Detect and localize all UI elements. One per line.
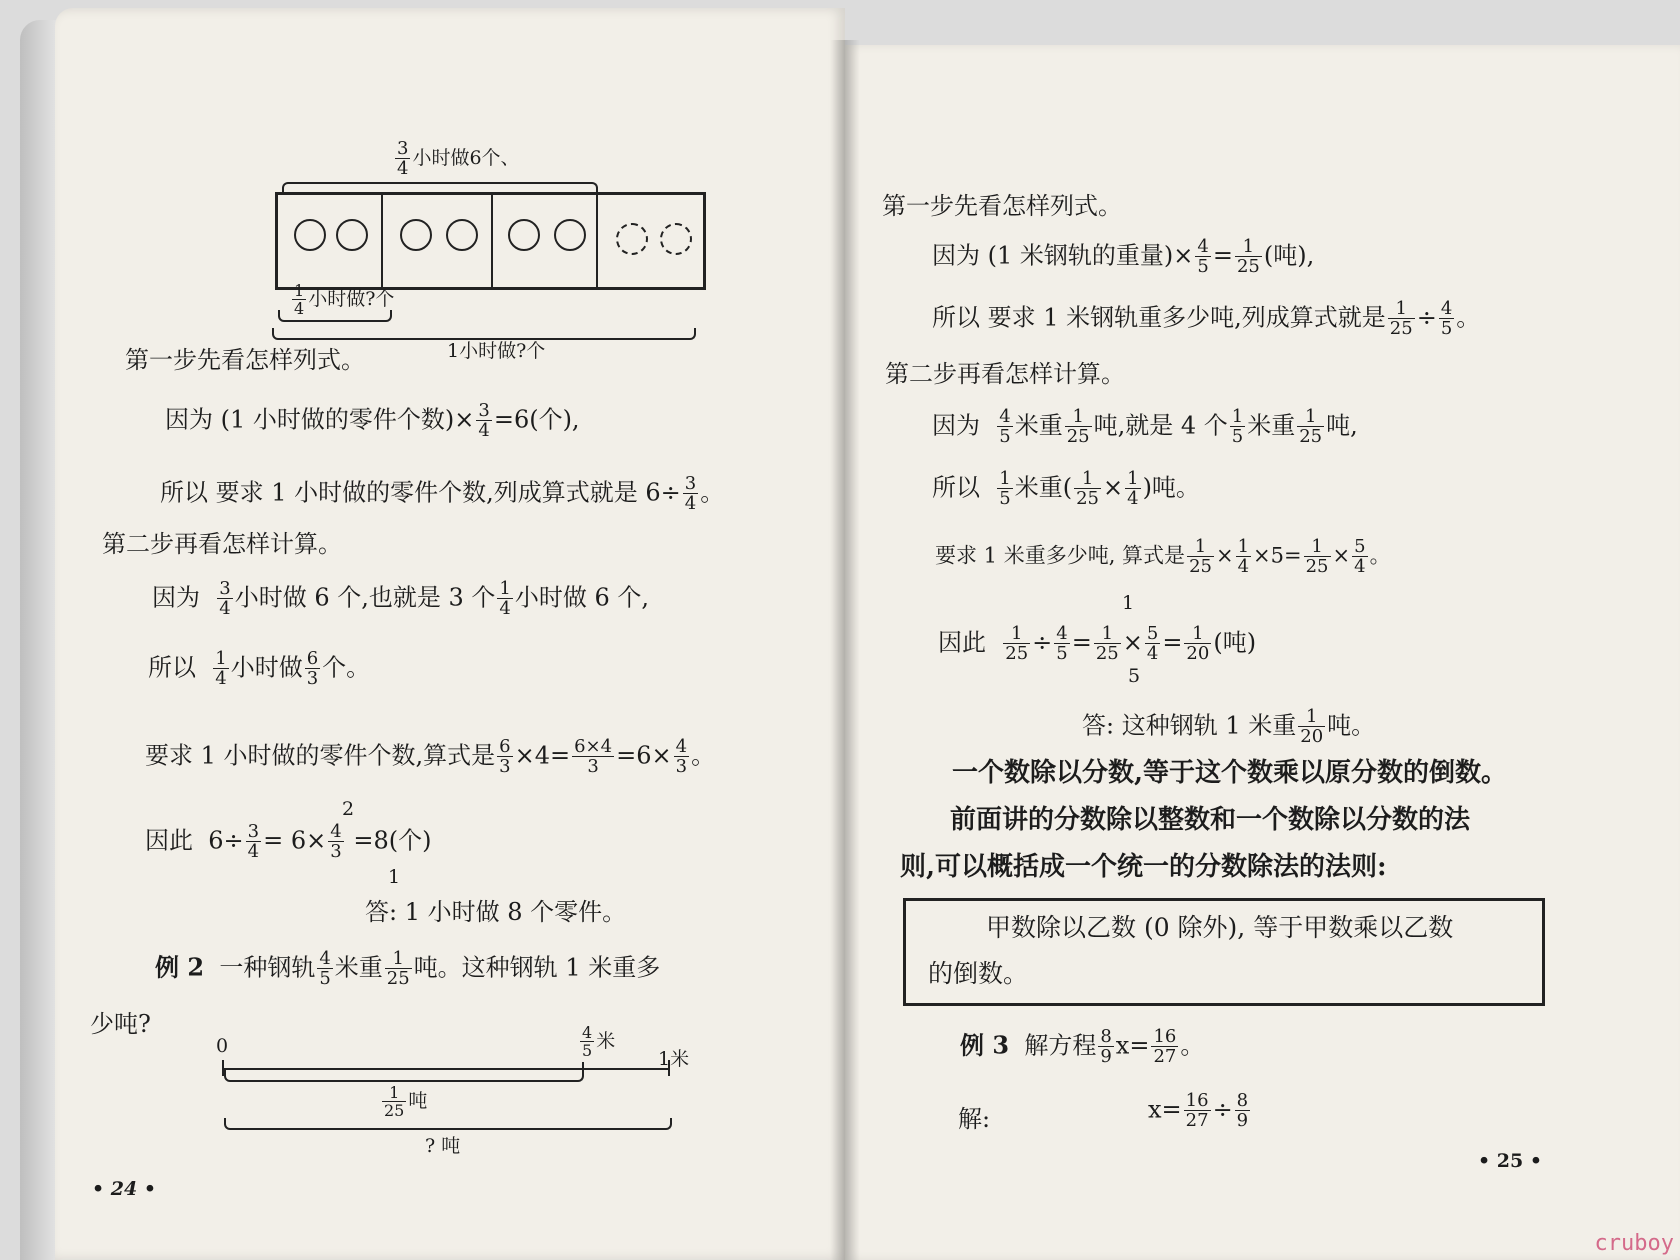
diagram2-total-label: ? 吨 (425, 1135, 461, 1157)
diagram1-bottom-label: 1小时做?个 (447, 340, 546, 362)
left-because2: 因为 $\frac{3}{4}$ 小时做 6 个,也就是 3 个 $\frac{1}{4}$ 小时做 6 个, (152, 578, 650, 619)
diagram1-bottom-brace (272, 328, 696, 340)
rule-box-line-1: 甲数除以乙数 (0 除外), 等于甲数乘以乙数 (986, 913, 1454, 942)
diagram1-divider (491, 195, 493, 287)
right-therefore-bottom: 5 (1128, 665, 1141, 687)
diagram1-small-brace (278, 310, 392, 322)
right-answer: 答: 这种钢轨 1 米重 $\frac{1}{20}$ 吨。 (1082, 706, 1376, 747)
rule-line-2: 前面讲的分数除以整数和一个数除以分数的法 (950, 805, 1471, 835)
part-circle (400, 219, 432, 251)
book-page-edges (20, 20, 60, 1260)
right-so1: 所以 要求 1 米钢轨重多少吨,列成算式就是 $\frac{1}{25}$ ÷ $\frac{4}{5}$ 。 (932, 298, 1481, 339)
diagram2-end: 1米 (658, 1048, 690, 1070)
part-circle (336, 219, 368, 251)
example2: 例 2 一种钢轨 $\frac{4}{5}$ 米重 $\frac{1}{25}$ 吨。这种钢轨 1 米重多 (155, 948, 661, 989)
diagram1-strip (275, 192, 706, 290)
diagram2-weight-brace (224, 1070, 584, 1082)
diagram2-tick (668, 1060, 670, 1076)
right-therefore: 因此 $\frac{1}{25}$ ÷ $\frac{4}{5}$ = $\frac{1}{25}$ × $\frac{5}{4}$ = $\frac{1}{20}$ (吨) (938, 623, 1257, 664)
diagram2-mark-label: $\frac{4}{5}$ 米 (582, 1023, 616, 1060)
right-therefore-top: 1 (1122, 592, 1135, 614)
right-because2: 因为 $\frac{4}{5}$ 米重 $\frac{1}{25}$ 吨,就是 4 个 $\frac{1}{5}$ 米重 $\frac{1}{25}$ 吨, (932, 406, 1358, 447)
left-therefore-bottom: 1 (388, 866, 401, 888)
right-because1: 因为 (1 米钢轨的重量)× $\frac{4}{5}$ = $\frac{1}{25}$ (吨), (932, 236, 1315, 277)
right-step2-title: 第二步再看怎样计算。 (885, 360, 1125, 388)
part-circle-dashed (660, 223, 692, 255)
left-because1: 因为 (1 小时做的零件个数)× $\frac{3}{4}$ =6(个), (165, 400, 580, 441)
part-circle (446, 219, 478, 251)
part-circle (508, 219, 540, 251)
example2-continued: 少吨? (90, 1010, 151, 1038)
part-circle-dashed (616, 223, 648, 255)
diagram1-small-label: $\frac{1}{4}$ 小时做?个 (294, 281, 395, 318)
diagram1-divider (381, 195, 383, 287)
example3: 例 3 解方程 $\frac{8}{9}$ x= $\frac{16}{27}$ 。 (960, 1026, 1205, 1067)
rule-line-3: 则,可以概括成一个统一的分数除法的法则: (900, 852, 1387, 882)
rule-line-1: 一个数除以分数,等于这个数乘以原分数的倒数。 (952, 758, 1508, 788)
left-therefore-top: 2 (342, 798, 355, 820)
diagram1-divider (596, 195, 598, 287)
book-spine (830, 40, 860, 1260)
diagram2-zero: 0 (216, 1035, 229, 1057)
left-step2-title: 第二步再看怎样计算。 (102, 530, 342, 558)
solve-equation: x= $\frac{16}{27}$ ÷ $\frac{8}{9}$ (1148, 1090, 1249, 1131)
diagram1-top-label: $\frac{3}{4}$ 小时做6个、 (397, 138, 520, 179)
left-so1: 所以 要求 1 小时做的零件个数,列成算式就是 6÷ $\frac{3}{4}$ 。 (160, 473, 725, 514)
solve-label: 解: (958, 1105, 991, 1133)
diagram2-weight-label: $\frac{1}{25}$ 吨 (384, 1083, 428, 1120)
part-circle (294, 219, 326, 251)
diagram2-total-brace (224, 1118, 672, 1130)
watermark: cruboy (1594, 1231, 1674, 1256)
right-requirement: 要求 1 米重多少吨, 算式是 $\frac{1}{25}$ × $\frac{1}{4}$ ×5= $\frac{1}{25}$ × $\frac{5}{4}$ 。 (935, 536, 1391, 577)
left-page-number: • 24 • (92, 1178, 156, 1200)
right-page-number: • 25 • (1478, 1150, 1542, 1172)
left-therefore: 因此 6÷ $\frac{3}{4}$ = 6× $\frac{4}{3}$ =8(个) (145, 821, 432, 862)
left-requirement: 要求 1 小时做的零件个数,算式是 $\frac{6}{3}$ ×4= $\frac{6\times 4}{3}$ =6× $\frac{4}{3}$ 。 (145, 736, 716, 777)
left-answer: 答: 1 小时做 8 个零件。 (365, 898, 627, 926)
left-step1-title: 第一步先看怎样列式。 (125, 346, 365, 374)
rule-box-line-2: 的倒数。 (928, 959, 1029, 988)
right-step1-title: 第一步先看怎样列式。 (882, 192, 1122, 220)
part-circle (554, 219, 586, 251)
rule-box (903, 898, 1545, 1006)
right-so2: 所以 $\frac{1}{5}$ 米重( $\frac{1}{25}$ × $\frac{1}{4}$ )吨。 (932, 468, 1200, 509)
left-so2: 所以 $\frac{1}{4}$ 小时做 $\frac{6}{3}$ 个。 (148, 648, 371, 689)
